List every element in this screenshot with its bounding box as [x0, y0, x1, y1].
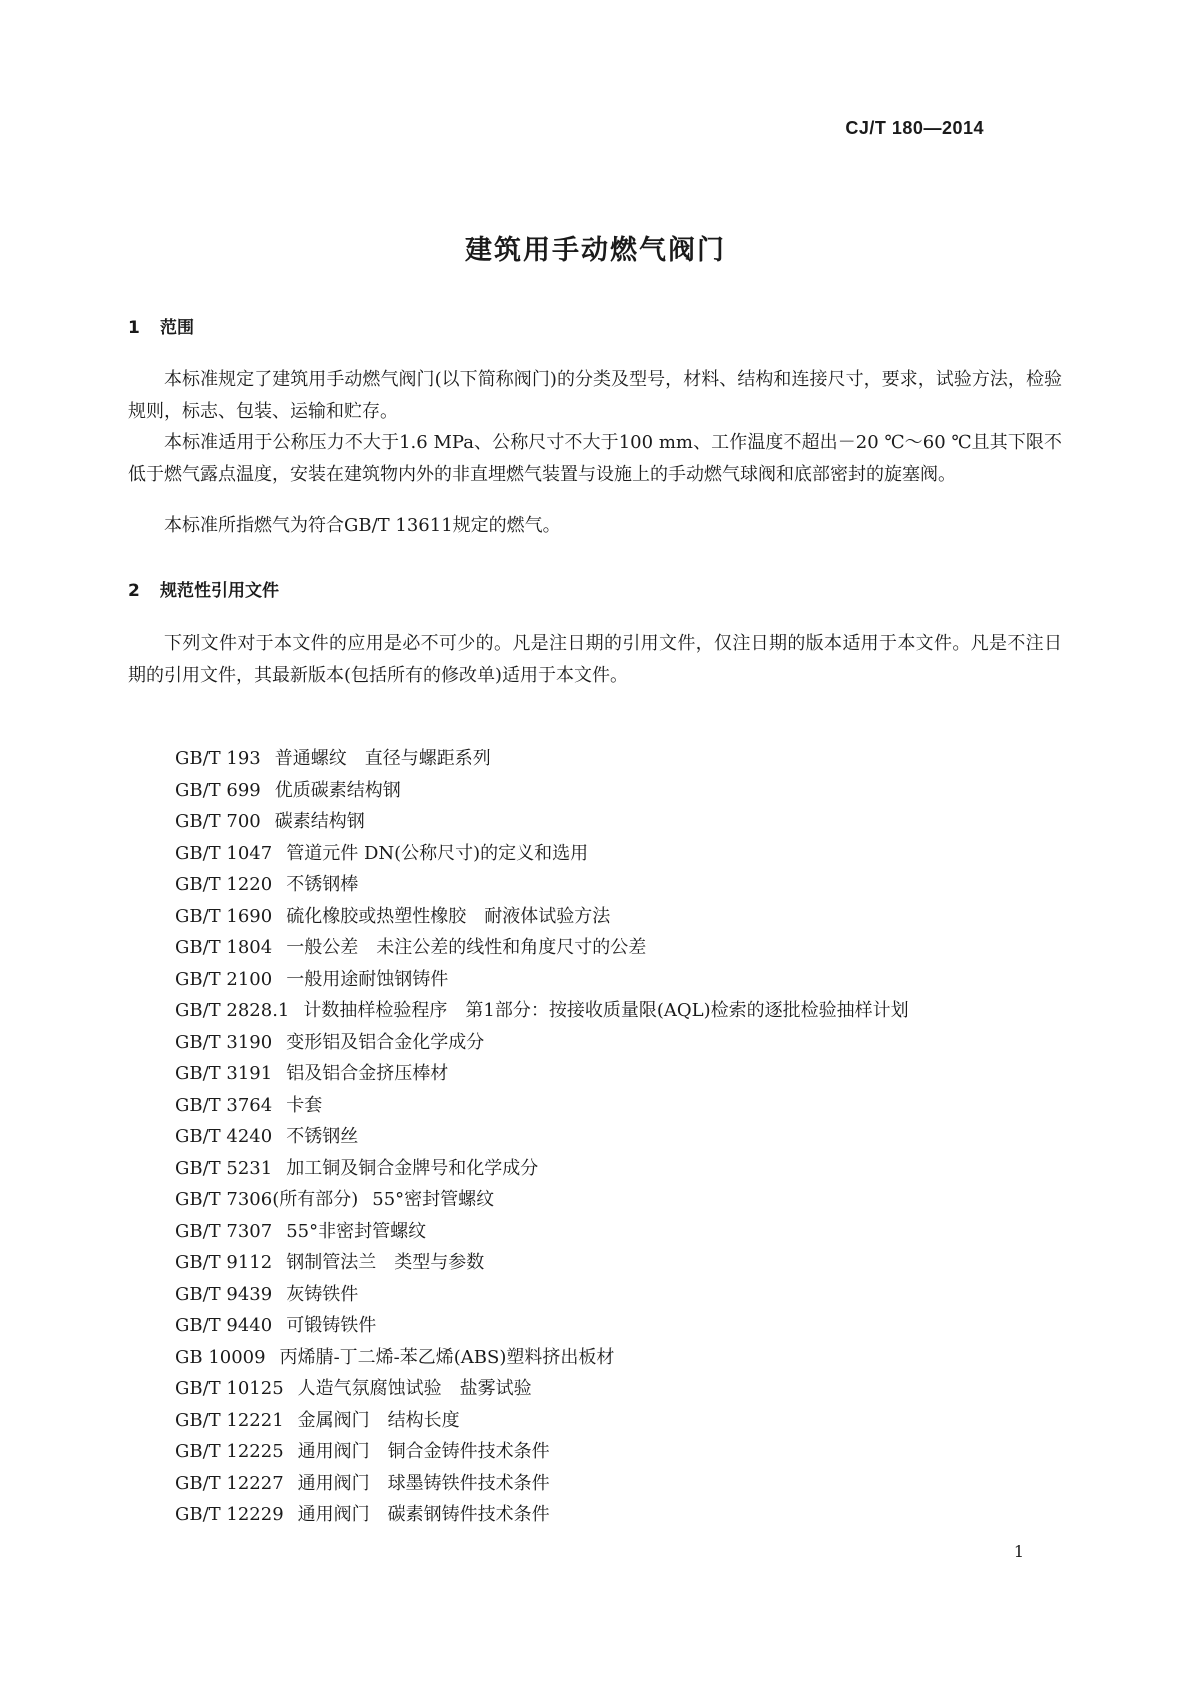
reference-code: GB/T 193: [175, 748, 261, 769]
reference-item: [175, 838, 909, 870]
reference-code: GB/T 1804: [175, 937, 273, 958]
document-code: CJ/T 180—2014: [845, 118, 984, 138]
reference-title: 普通螺纹 直径与螺距系列: [274, 748, 491, 769]
reference-code: GB/T 2828.1: [175, 1000, 290, 1021]
reference-title: 金属阀门 结构长度: [297, 1409, 460, 1431]
reference-title: 碳素结构钢: [274, 811, 365, 832]
reference-item: [175, 775, 909, 807]
reference-title: 加工铜及铜合金牌号和化学成分: [286, 1157, 539, 1179]
reference-item: [175, 1499, 909, 1531]
reference-item: [175, 1468, 909, 1500]
reference-title: 55°非密封管螺纹: [286, 1220, 427, 1242]
reference-title: 55°密封管螺纹: [372, 1189, 495, 1210]
section-1-paragraph: 本标准适用于公称压力不大于1.6 MPa、公称尺寸不大于100 mm、工作温度不超出－20 ℃～60 ℃且其下限不低于燃气露点温度，安装在建筑物内外的非直埋燃气装置与设施上的手动燃气球阀和底部密封的旋塞阀。: [128, 432, 1062, 485]
reference-item: [175, 1216, 909, 1248]
reference-code: GB/T 1047: [175, 842, 273, 864]
reference-item: [175, 1373, 909, 1405]
section-1-title: 范围: [160, 318, 194, 338]
reference-code: GB/T 1220: [175, 874, 273, 895]
page-title: 建筑用手动燃气阀门: [465, 235, 726, 266]
reference-title: 变形铝及铝合金化学成分: [286, 1031, 485, 1053]
reference-list: [175, 743, 909, 1531]
reference-code: GB/T 699: [175, 779, 261, 801]
reference-title: 不锈钢丝: [286, 1126, 359, 1147]
reference-item: [175, 1121, 909, 1153]
reference-item: [175, 1342, 909, 1374]
reference-code: GB/T 7306(所有部分): [175, 1189, 359, 1210]
reference-title: 通用阀门 铜合金铸件技术条件: [297, 1441, 550, 1462]
reference-code: GB/T 9440: [175, 1315, 273, 1336]
reference-code: GB/T 12225: [175, 1441, 284, 1462]
reference-item: [175, 806, 909, 838]
reference-item: [175, 1310, 909, 1342]
reference-code: GB/T 12221: [175, 1409, 284, 1431]
reference-item: [175, 1405, 909, 1437]
reference-title: 铝及铝合金挤压棒材: [286, 1063, 449, 1084]
reference-item: [175, 1184, 909, 1216]
reference-code: GB/T 5231: [175, 1157, 273, 1179]
section-1-paragraph: 本标准规定了建筑用手动燃气阀门(以下简称阀门)的分类及型号，材料、结构和连接尺寸，要求，试验方法，检验规则，标志、包装、运输和贮存。: [128, 369, 1062, 422]
reference-code: GB/T 12229: [175, 1504, 284, 1525]
reference-title: 丙烯腈-丁二烯-苯乙烯(ABS)塑料挤出板材: [279, 1346, 615, 1368]
reference-title: 人造气氛腐蚀试验 盐雾试验: [297, 1378, 532, 1399]
reference-title: 灰铸铁件: [286, 1283, 359, 1305]
reference-title: 通用阀门 球墨铸铁件技术条件: [297, 1472, 550, 1494]
section-2-intro: 下列文件对于本文件的应用是必不可少的。凡是注日期的引用文件，仅注日期的版本适用于本文件。凡是不注日期的引用文件，其最新版本(包括所有的修改单)适用于本文件。: [128, 633, 1062, 686]
reference-item: [175, 869, 909, 901]
page-number: 1: [1013, 1542, 1024, 1561]
section-2-number: 2: [128, 581, 140, 601]
reference-item: [175, 995, 909, 1027]
reference-code: GB/T 3190: [175, 1031, 273, 1053]
reference-title: 卡套: [286, 1094, 323, 1116]
section-1-heading: [128, 313, 194, 338]
reference-title: 不锈钢棒: [286, 874, 359, 895]
reference-title: 计数抽样检验程序 第1部分：按接收质量限(AQL)检索的逐批检验抽样计划: [303, 1000, 909, 1021]
reference-item: [175, 1247, 909, 1279]
reference-title: 通用阀门 碳素钢铸件技术条件: [297, 1504, 550, 1525]
section-1-paragraph: 本标准所指燃气为符合GB/T 13611规定的燃气。: [164, 515, 561, 536]
reference-item: [175, 901, 909, 933]
reference-item: [175, 1090, 909, 1122]
reference-code: GB/T 700: [175, 811, 261, 832]
reference-code: GB/T 10125: [175, 1378, 284, 1399]
reference-code: GB/T 12227: [175, 1472, 284, 1494]
section-1-number: 1: [128, 318, 140, 338]
reference-item: [175, 964, 909, 996]
reference-item: [175, 743, 909, 775]
reference-code: GB/T 1690: [175, 905, 273, 927]
reference-title: 可锻铸铁件: [286, 1315, 377, 1336]
reference-item: [175, 1279, 909, 1311]
reference-item: [175, 1153, 909, 1185]
reference-title: 钢制管法兰 类型与参数: [286, 1252, 485, 1273]
reference-title: 一般用途耐蚀钢铸件: [286, 968, 449, 990]
section-2-title: 规范性引用文件: [160, 581, 279, 601]
reference-item: [175, 1027, 909, 1059]
reference-code: GB 10009: [175, 1346, 266, 1368]
reference-code: GB/T 7307: [175, 1220, 273, 1242]
reference-code: GB/T 2100: [175, 968, 273, 990]
reference-title: 一般公差 未注公差的线性和角度尺寸的公差: [286, 937, 647, 958]
reference-item: [175, 1436, 909, 1468]
reference-item: [175, 932, 909, 964]
reference-code: GB/T 9439: [175, 1283, 273, 1305]
reference-code: GB/T 4240: [175, 1126, 273, 1147]
reference-code: GB/T 3764: [175, 1094, 273, 1116]
section-2-heading: [128, 576, 279, 601]
reference-title: 管道元件 DN(公称尺寸)的定义和选用: [286, 842, 589, 864]
reference-code: GB/T 3191: [175, 1063, 273, 1084]
reference-code: GB/T 9112: [175, 1252, 273, 1273]
reference-item: [175, 1058, 909, 1090]
reference-title: 硫化橡胶或热塑性橡胶 耐液体试验方法: [286, 905, 611, 927]
reference-title: 优质碳素结构钢: [274, 779, 401, 801]
